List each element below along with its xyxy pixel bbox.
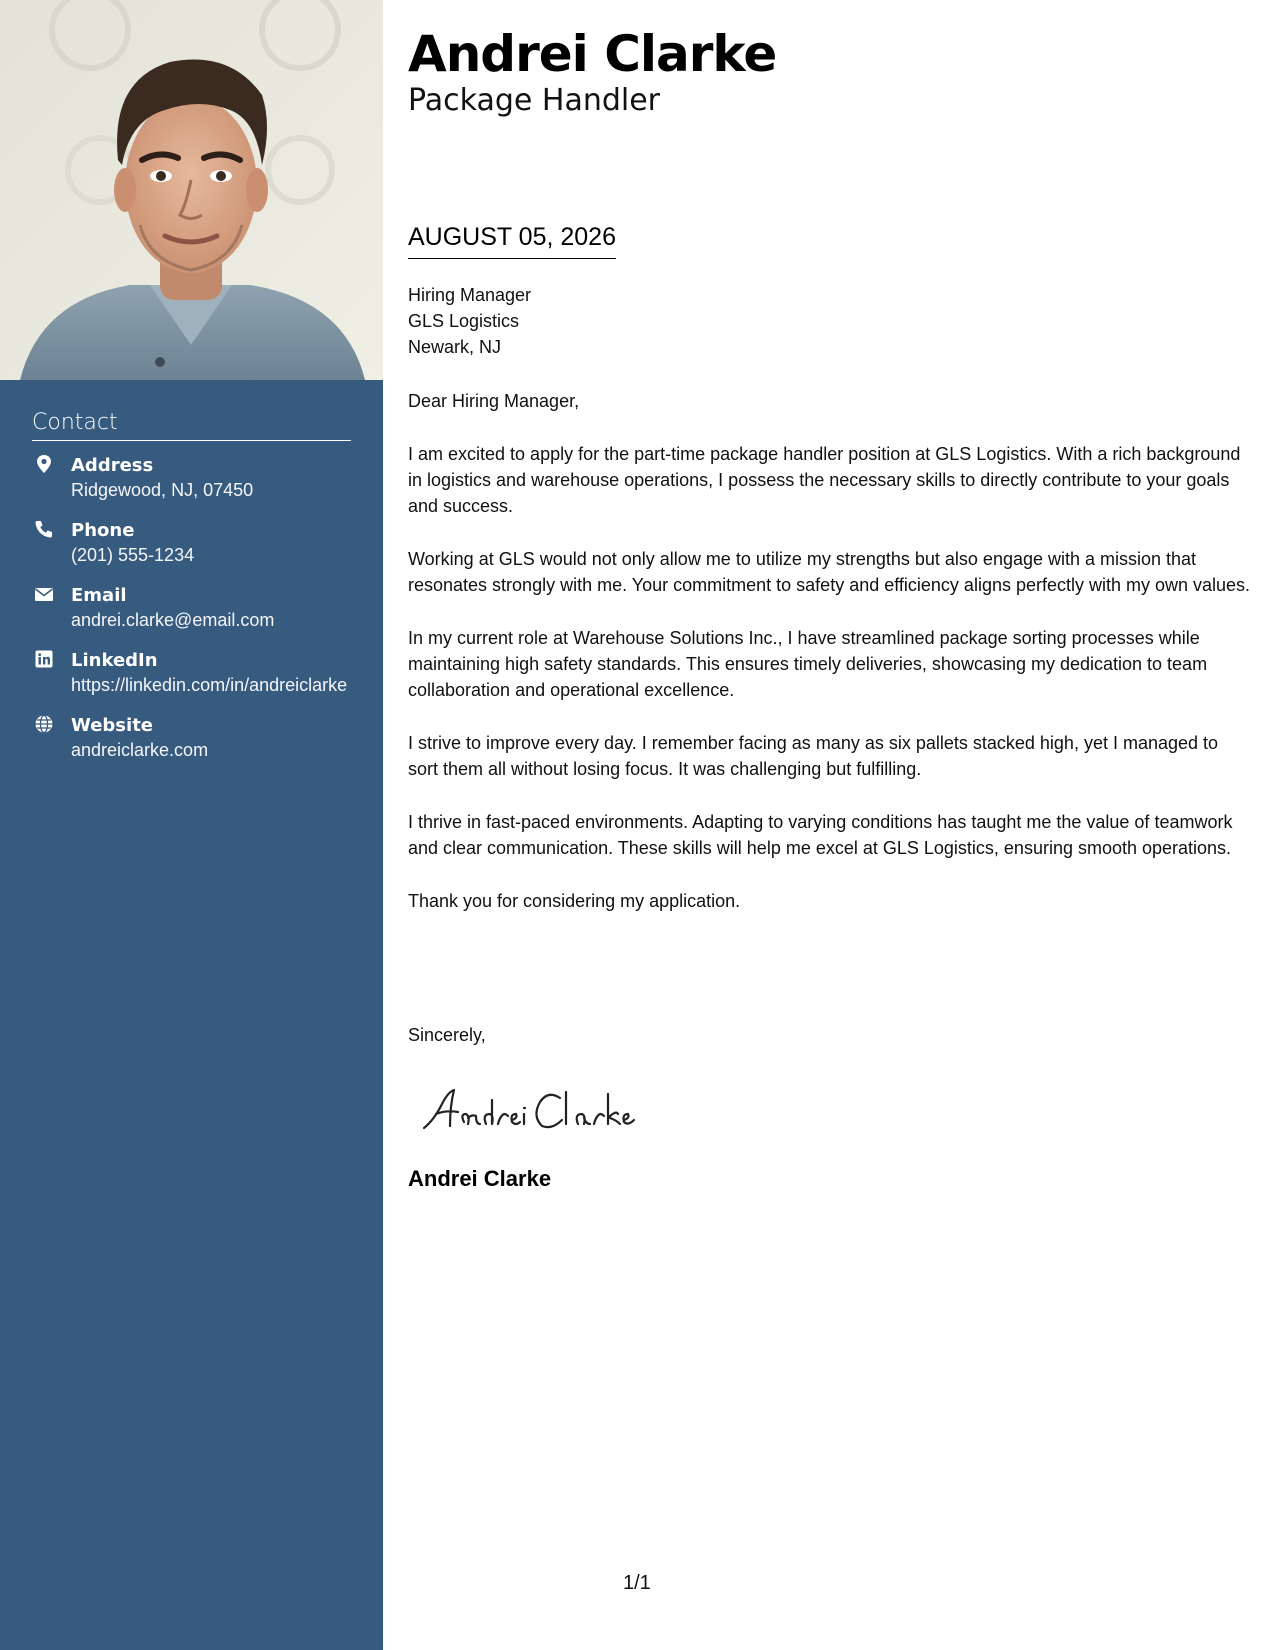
contact-linkedin-label: LinkedIn <box>71 650 158 671</box>
letter-closing: Sincerely, <box>408 1025 486 1045</box>
map-pin-icon <box>34 454 54 474</box>
linkedin-icon <box>34 649 54 669</box>
contact-phone-label: Phone <box>71 520 135 541</box>
globe-icon <box>34 714 54 734</box>
contact-website-label: Website <box>71 715 154 736</box>
letter-paragraph: In my current role at Warehouse Solutions Inc., I have streamlined package sorting processes while maintaining high safety standards. This ensures timely deliveries, showcasing my dedication to team collaboration and operational excellence. <box>408 628 1208 700</box>
contact-linkedin <box>32 648 351 698</box>
letter-paragraph: I thrive in fast-paced environments. Adapting to varying conditions has taught me the value of teamwork and clear communication. These skills will help me excel at GLS Logistics, ensuring smooth operations. <box>408 812 1233 858</box>
contact-address <box>32 453 351 503</box>
contact-section <box>32 410 351 778</box>
sidebar <box>0 0 383 1650</box>
letter-paragraph: Working at GLS would not only allow me to utilize my strengths but also engage with a mission that resonates strongly with me. Your commitment to safety and efficiency aligns perfectly with my own values. <box>408 549 1251 595</box>
contact-email <box>32 583 351 633</box>
letter-date: AUGUST 05, 2026 <box>408 222 616 259</box>
letter-paragraph: I am excited to apply for the part-time package handler position at GLS Logistics. With a rich background in logistics and warehouse operations, I possess the necessary skills to directly contribute to your goals and success. <box>408 444 1241 516</box>
letter-greeting: Dear Hiring Manager, <box>408 391 580 411</box>
contact-address-label: Address <box>71 455 154 476</box>
recipient-line: GLS Logistics <box>408 311 520 331</box>
letter-paragraph: I strive to improve every day. I remember facing as many as six pallets stacked high, yet I managed to sort them all without losing focus. It was challenging but fulfilling. <box>408 733 1219 779</box>
applicant-name: Andrei Clarke <box>408 25 777 83</box>
contact-phone <box>32 518 351 568</box>
signed-name: Andrei Clarke <box>408 1166 552 1191</box>
recipient-block <box>408 282 531 360</box>
recipient-line: Hiring Manager <box>408 285 532 305</box>
contact-heading: Contact <box>32 410 351 441</box>
phone-icon <box>34 519 54 539</box>
contact-email-value[interactable]: andrei.clarke@email.com <box>71 610 275 630</box>
page-number: 1/1 <box>623 1572 651 1594</box>
contact-linkedin-value[interactable]: https://linkedin.com/in/andreiclarke <box>71 675 348 695</box>
handwritten-signature <box>420 1080 660 1145</box>
profile-photo <box>0 0 383 380</box>
contact-website <box>32 713 351 763</box>
contact-website-value[interactable]: andreiclarke.com <box>71 740 209 760</box>
recipient-line: Newark, NJ <box>408 337 502 357</box>
applicant-role: Package Handler <box>408 83 661 118</box>
contact-email-label: Email <box>71 585 127 606</box>
envelope-icon <box>34 584 54 604</box>
letter-paragraph: Thank you for considering my application. <box>408 891 741 911</box>
contact-phone-value: (201) 555-1234 <box>71 545 195 565</box>
contact-address-value: Ridgewood, NJ, 07450 <box>71 480 254 500</box>
letter-body <box>408 388 1253 941</box>
